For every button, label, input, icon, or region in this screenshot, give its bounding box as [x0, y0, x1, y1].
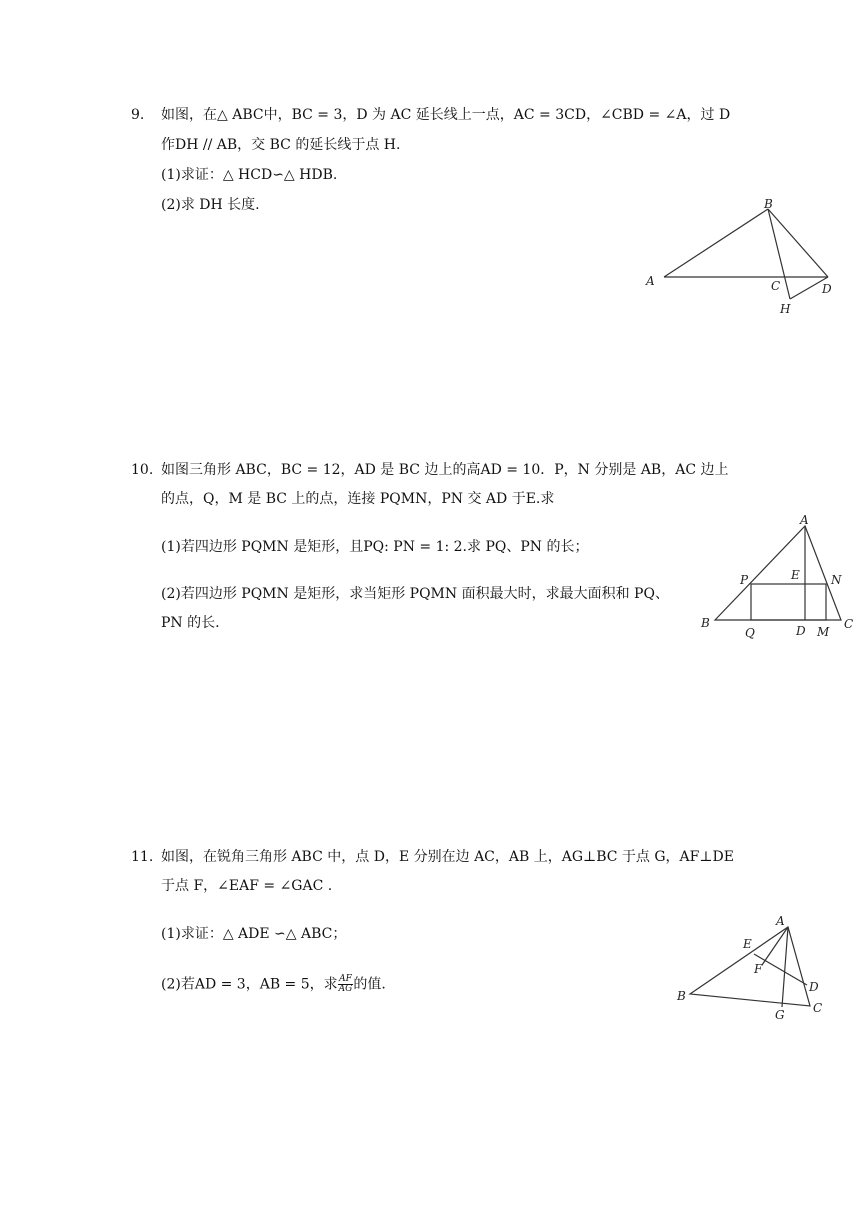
geometry-figure-11 [670, 910, 840, 1025]
point-label-h: H [780, 302, 791, 316]
geometry-figure-9 [640, 195, 840, 320]
point-label-c: C [813, 1001, 823, 1015]
point-label-b: B [677, 989, 686, 1003]
fraction-numerator: AF [339, 974, 352, 984]
triangle-abc [715, 526, 841, 620]
point-label-c: C [844, 617, 854, 631]
sub-question-2 [161, 975, 386, 994]
fraction-af-ag [338, 975, 354, 994]
point-label-a: A [800, 513, 809, 527]
segment-af [762, 927, 788, 965]
point-label-d: D [796, 624, 806, 638]
point-label-m: M [817, 625, 830, 639]
point-label-g: G [775, 1008, 785, 1022]
problem-number: 10. [131, 462, 154, 478]
geometry-figure-10 [695, 508, 860, 643]
sub-question-1: (1)若四边形 PQMN 是矩形，且PQ: PN = 1: 2.求 PQ、PN 的长； [161, 539, 589, 555]
sub-question-2-text: (2)若AD = 3，AB = 5，求 [161, 976, 338, 993]
fraction-denominator: AG [338, 984, 353, 994]
point-label-b: B [701, 616, 710, 630]
sub-question-1: (1)求证：△ ADE ∽△ ABC； [161, 926, 347, 942]
segment-ab [664, 209, 768, 277]
sub-question-2-cont: PN 的长. [161, 615, 220, 631]
problem-text-line: 的点，Q，M 是 BC 上的点，连接 PQMN，PN 交 AD 于E.求 [161, 491, 555, 507]
point-label-e: E [791, 568, 800, 582]
point-label-n: N [831, 573, 842, 587]
sub-question-2: (2)求 DH 长度. [161, 197, 260, 213]
point-label-b: B [764, 197, 773, 211]
point-label-q: Q [745, 626, 755, 640]
problem-text-line: 作DH // AB，交 BC 的延长线于点 H. [161, 137, 401, 153]
problem-text-line: 如图，在锐角三角形 ABC 中，点 D，E 分别在边 AC，AB 上，AG⊥BC 于点 G，AF⊥DE [161, 849, 734, 865]
point-label-f: F [754, 962, 763, 976]
sub-question-2: (2)若四边形 PQMN 是矩形，求当矩形 PQMN 面积最大时，求最大面积和 PQ、 [161, 586, 669, 602]
problem-text-line: 于点 F，∠EAF = ∠GAC . [161, 878, 333, 894]
problem-text-line: 如图三角形 ABC，BC = 12，AD 是 BC 边上的高AD = 10．P，N 分别是 AB，AC 边上 [161, 462, 729, 478]
problem-number: 9. [131, 107, 145, 123]
point-label-p: P [740, 573, 749, 587]
problem-text-line: 如图，在△ ABC中，BC = 3，D 为 AC 延长线上一点，AC = 3CD，∠CBD = ∠A，过 D [161, 107, 731, 123]
point-label-e: E [743, 937, 752, 951]
segment-bd [768, 209, 828, 277]
point-label-a: A [646, 274, 655, 288]
altitude-ag [782, 927, 788, 1007]
point-label-c: C [771, 279, 781, 293]
sub-question-2-tail: 的值. [353, 976, 386, 993]
rectangle-pqmn [751, 584, 826, 620]
point-label-d: D [809, 980, 819, 994]
point-label-a: A [776, 914, 785, 928]
point-label-d: D [822, 282, 832, 296]
sub-question-1: (1)求证：△ HCD∽△ HDB. [161, 167, 338, 183]
problem-number: 11. [131, 849, 154, 865]
